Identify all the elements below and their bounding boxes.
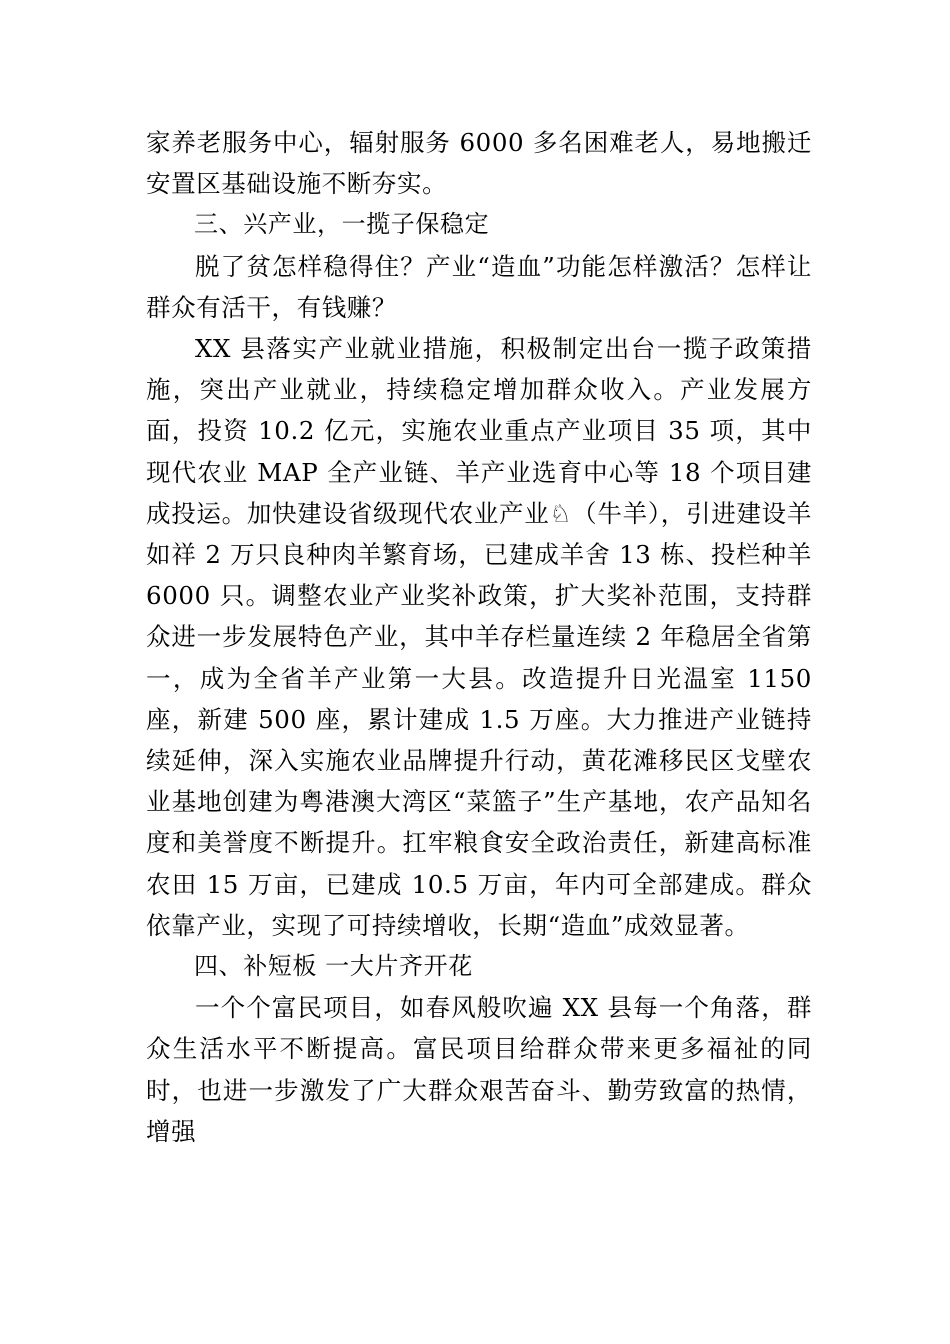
paragraph-continuation: 家养老服务中心，辐射服务 6000 多名困难老人，易地搬迁安置区基础设施不断夯实。 <box>146 128 812 199</box>
paragraph-projects: 一个个富民项目，如春风般吹遍 XX 县每一个角落，群众生活水平不断提高。富民项目给群众带来更多福祉的同时，也进一步激发了广大群众艰苦奋斗、勤劳致富的热情，增强 <box>146 993 812 1146</box>
section-heading-3: 三、兴产业，一揽子保稳定 <box>194 210 490 239</box>
paragraph-questions: 脱了贫怎样稳得住？产业“造血”功能怎样激活？怎样让群众有活干，有钱赚？ <box>146 251 812 322</box>
document-body <box>146 122 812 1152</box>
section-heading-4: 四、补短板 一大片齐开花 <box>194 952 473 981</box>
paragraph-industry-measures: XX 县落实产业就业措施，积极制定出台一揽子政策措施，突出产业就业，持续稳定增加群众收入。产业发展方面，投资 10.2 亿元，实施农业重点产业项目 35 项，其中现代农业 MAP 全产业链、羊产业选育中心等 18 个项目建成投运。加快建设省级现代农业产业♘（牛羊），引进建设羊如祥 2 万只良种肉羊繁育场，已建成羊舍 13 栋、投栏种羊 6000 只。调整农业产业奖补政策，扩大奖补范围，支持群众进一步发展特色产业，其中羊存栏量连续 2 年稳居全省第一，成为全省羊产业第一大县。改造提升日光温室 1150 座，新建 500 座，累计建成 1.5 万座。大力推进产业链持续延伸，深入实施农业品牌提升行动，黄花滩移民区戈壁农业基地创建为粤港澳大湾区“菜篮子”生产基地，农产品知名度和美誉度不断提升。扛牢粮食安全政治责任，新建高标准农田 15 万亩，已建成 10.5 万亩，年内可全部建成。群众依靠产业，实现了可持续增收，长期“造血”成效显著。 <box>146 334 812 940</box>
